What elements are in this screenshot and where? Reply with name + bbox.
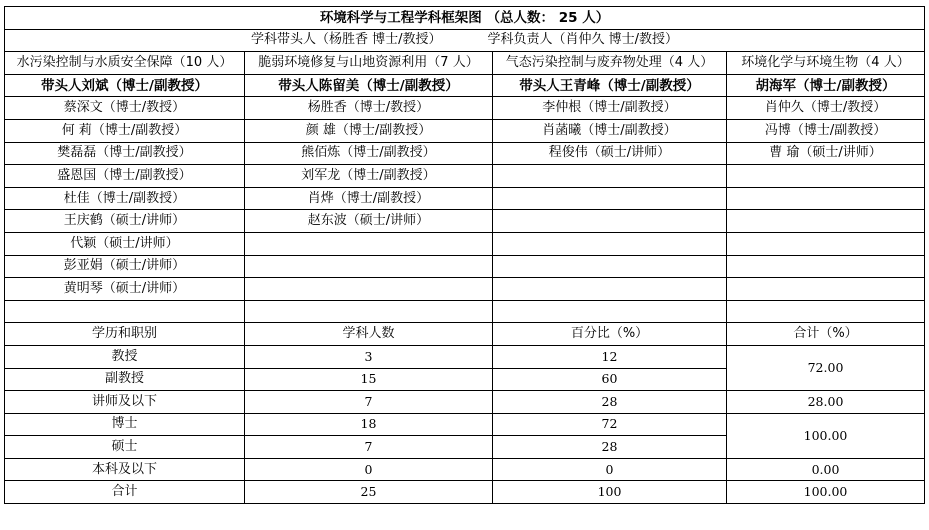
direction-head: 带头人王青峰（博士/副教授） bbox=[493, 74, 727, 97]
leader-line bbox=[5, 29, 925, 52]
stats-row bbox=[5, 391, 925, 414]
member-cell bbox=[493, 278, 727, 301]
member-cell bbox=[493, 165, 727, 188]
member-row bbox=[5, 187, 925, 210]
member-cell: 曹 瑜（硕士/讲师） bbox=[727, 142, 925, 165]
discipline-manager: 学科负责人（肖仲久 博士/教授） bbox=[487, 32, 679, 48]
stats-header: 百分比（%） bbox=[493, 323, 727, 346]
stats-count: 7 bbox=[245, 391, 493, 414]
stats-row bbox=[5, 413, 925, 436]
stats-percent: 100 bbox=[493, 481, 727, 504]
member-cell bbox=[493, 232, 727, 255]
member-cell: 何 莉（博士/副教授） bbox=[5, 119, 245, 142]
stats-percent: 0 bbox=[493, 458, 727, 481]
member-row bbox=[5, 97, 925, 120]
member-cell bbox=[493, 210, 727, 233]
stats-label: 博士 bbox=[5, 413, 245, 436]
direction-head: 胡海军（博士/副教授） bbox=[727, 74, 925, 97]
stats-count: 25 bbox=[245, 481, 493, 504]
stats-total: 100.00 bbox=[727, 481, 925, 504]
stats-header: 学科人数 bbox=[245, 323, 493, 346]
member-cell bbox=[727, 255, 925, 278]
member-cell: 杜佳（博士/副教授） bbox=[5, 187, 245, 210]
member-cell: 杨胜香（博士/教授） bbox=[245, 97, 493, 120]
stats-percent: 28 bbox=[493, 391, 727, 414]
stats-total: 28.00 bbox=[727, 391, 925, 414]
empty-row bbox=[5, 300, 925, 323]
stats-label: 讲师及以下 bbox=[5, 391, 245, 414]
stats-label: 副教授 bbox=[5, 368, 245, 391]
stats-percent: 60 bbox=[493, 368, 727, 391]
stats-count: 7 bbox=[245, 436, 493, 459]
stats-percent: 28 bbox=[493, 436, 727, 459]
member-cell bbox=[245, 255, 493, 278]
member-cell bbox=[727, 232, 925, 255]
member-row bbox=[5, 165, 925, 188]
stats-count: 18 bbox=[245, 413, 493, 436]
member-cell: 肖仲久（博士/教授） bbox=[727, 97, 925, 120]
direction-name: 水污染控制与水质安全保障（10 人） bbox=[5, 52, 245, 75]
member-row bbox=[5, 142, 925, 165]
member-cell: 王庆鹤（硕士/讲师） bbox=[5, 210, 245, 233]
stats-total: 100.00 bbox=[727, 413, 925, 458]
direction-name-row bbox=[5, 52, 925, 75]
member-cell bbox=[493, 187, 727, 210]
member-cell: 樊磊磊（博士/副教授） bbox=[5, 142, 245, 165]
direction-head: 带头人刘斌（博士/副教授） bbox=[5, 74, 245, 97]
member-row bbox=[5, 278, 925, 301]
member-cell bbox=[493, 255, 727, 278]
stats-percent: 72 bbox=[493, 413, 727, 436]
stats-percent: 12 bbox=[493, 345, 727, 368]
stats-row bbox=[5, 458, 925, 481]
member-row bbox=[5, 119, 925, 142]
member-row bbox=[5, 255, 925, 278]
member-cell: 蔡深文（博士/教授） bbox=[5, 97, 245, 120]
member-cell bbox=[727, 187, 925, 210]
member-row bbox=[5, 232, 925, 255]
stats-header-row bbox=[5, 323, 925, 346]
member-cell: 冯博（博士/副教授） bbox=[727, 119, 925, 142]
leader-row bbox=[5, 29, 925, 52]
stats-label: 本科及以下 bbox=[5, 458, 245, 481]
member-cell bbox=[245, 278, 493, 301]
member-cell: 熊佰炼（博士/副教授） bbox=[245, 142, 493, 165]
stats-label: 硕士 bbox=[5, 436, 245, 459]
stats-label: 合计 bbox=[5, 481, 245, 504]
discipline-framework-table bbox=[4, 6, 925, 504]
stats-row bbox=[5, 345, 925, 368]
table-title: 环境科学与工程学科框架图 （总人数： 25 人） bbox=[5, 7, 925, 30]
stats-header: 合计（%） bbox=[727, 323, 925, 346]
stats-row bbox=[5, 481, 925, 504]
stats-count: 15 bbox=[245, 368, 493, 391]
direction-name: 气态污染控制与废弃物处理（4 人） bbox=[493, 52, 727, 75]
member-cell bbox=[245, 232, 493, 255]
member-cell: 肖烨（博士/副教授） bbox=[245, 187, 493, 210]
member-cell: 刘军龙（博士/副教授） bbox=[245, 165, 493, 188]
member-row bbox=[5, 210, 925, 233]
member-cell bbox=[727, 165, 925, 188]
member-cell: 颜 雄（博士/副教授） bbox=[245, 119, 493, 142]
direction-name: 脆弱环境修复与山地资源利用（7 人） bbox=[245, 52, 493, 75]
member-cell: 肖菡曦（博士/副教授） bbox=[493, 119, 727, 142]
discipline-leader: 学科带头人（杨胜香 博士/教授） bbox=[250, 32, 442, 48]
member-cell: 盛恩国（博士/副教授） bbox=[5, 165, 245, 188]
member-cell: 赵东波（硕士/讲师） bbox=[245, 210, 493, 233]
stats-count: 3 bbox=[245, 345, 493, 368]
member-cell: 李仲根（博士/副教授） bbox=[493, 97, 727, 120]
member-cell bbox=[727, 278, 925, 301]
stats-label: 教授 bbox=[5, 345, 245, 368]
stats-total: 72.00 bbox=[727, 345, 925, 390]
member-cell bbox=[727, 210, 925, 233]
stats-total: 0.00 bbox=[727, 458, 925, 481]
direction-head-row bbox=[5, 74, 925, 97]
member-cell: 黄明琴（硕士/讲师） bbox=[5, 278, 245, 301]
stats-count: 0 bbox=[245, 458, 493, 481]
direction-name: 环境化学与环境生物（4 人） bbox=[727, 52, 925, 75]
member-cell: 程俊伟（硕士/讲师） bbox=[493, 142, 727, 165]
member-cell: 代颖（硕士/讲师） bbox=[5, 232, 245, 255]
member-cell: 彭亚娟（硕士/讲师） bbox=[5, 255, 245, 278]
stats-header: 学历和职别 bbox=[5, 323, 245, 346]
title-row bbox=[5, 7, 925, 30]
direction-head: 带头人陈留美（博士/副教授） bbox=[245, 74, 493, 97]
